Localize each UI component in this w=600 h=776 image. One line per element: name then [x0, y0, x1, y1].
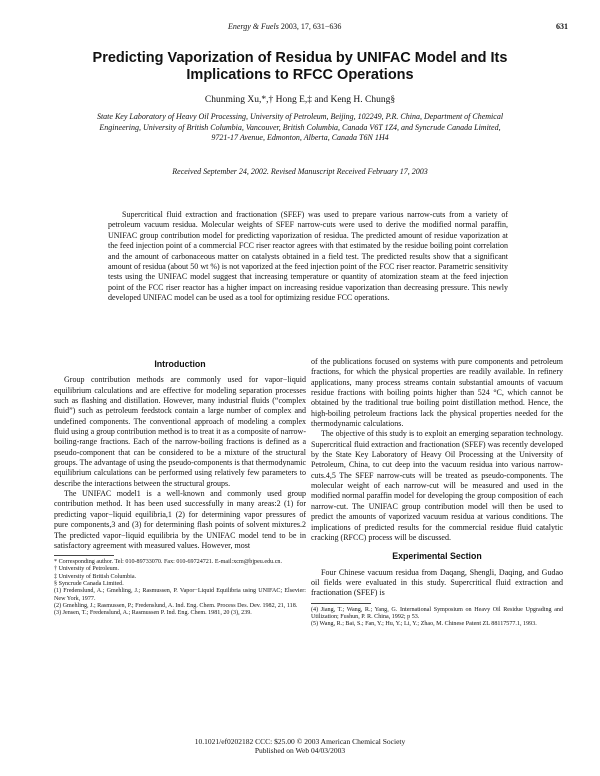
footnote-divider — [311, 603, 371, 604]
doi-line: 10.1021/ef0202182 CCC: $25.00 © 2003 American Chemical Society — [194, 737, 406, 746]
footnote: ‡ University of British Columbia. — [54, 573, 137, 580]
section-heading-introduction: Introduction — [154, 359, 206, 369]
journal-name: Energy & Fuels — [228, 22, 279, 31]
paragraph: of the publications focused on systems with pure components and petroleum fractions, for which the physical properties are readily available. In refinery applications, many process streams contain substantial amounts of vacuum residue fractions with boiling points higher than 524 °C, which cannot be obtained by the traditional true boiling point distillation method. Hence, the high-boiling petroleum fractions lack the physical properties needed for the thermodynamic calculations. — [311, 357, 563, 429]
page-number: 631 — [556, 22, 568, 31]
left-column — [54, 355, 306, 618]
footnote: § Syncrude Canada Limited. — [54, 581, 124, 588]
paragraph: Four Chinese vacuum residua from Daqang, Shengli, Daqing, and Gudao oil fields were evaluated in this study. Supercritical fluid extraction and fractionation (SFEF) is — [311, 567, 563, 598]
paper-title: Predicting Vaporization of Residua by UNIFAC Model and Its Implications to RFCC Operations — [92, 50, 508, 83]
author-list: Chunming Xu,*,† Hong E,‡ and Keng H. Chung§ — [204, 95, 396, 105]
affiliations: State Key Laboratory of Heavy Oil Processing, University of Petroleum, Beijing, 102249, P.R. China, Department of Chemical Engineering, University of British Columbia, Vancouver, British Columbia, Canada V6T 1Z4, and Syncrude Canada Limited, 9721-17 Avenue, Edmonton, Alberta, Canada T6N 1H4 — [96, 112, 504, 142]
received-dates: Received September 24, 2002. Revised Manuscript Received February 17, 2003 — [172, 167, 428, 176]
reference: (5) Wang, R.; Bai, S.; Fan, Y.; Hu, Y.; Li, Y.; Zhao, M. Chinese Patent ZL 88117577.1, 1993. — [311, 621, 537, 628]
footnote: * Corresponding author. Tel: 010-89733070. Fax: 010-69724721. E-mail:xcm@bjpeu.edu.cn. — [54, 559, 282, 566]
section-heading-experimental: Experimental Section — [392, 551, 482, 562]
right-column — [311, 357, 563, 628]
reference: (3) Jensen, T.; Fredenslund, A.; Rasmussen P. Ind. Eng. Chem. 1981, 20 (3), 239. — [54, 610, 252, 617]
footnote-divider — [54, 555, 114, 556]
paragraph: The UNIFAC model1 is a well-known and commonly used group contribution method. It has been used successfully in many areas:2 (1) for predicting vapor−liquid equilibria,1 (2) for determining vapor pressures of pure components,3 and (3) for determining flash points of solvent mixtures.2 The predicted vapor−liquid equilibria by the UNIFAC model tend to be in satisfactory agreement with measured values. However, most — [54, 489, 306, 550]
publication-date: Published on Web 04/03/2003 — [254, 746, 346, 755]
page-footer — [120, 737, 480, 755]
footnote: † University of Petroleum. — [54, 566, 119, 573]
abstract: Supercritical fluid extraction and fractionation (SFEF) was used to prepare various narrow-cuts from a variety of petroleum vacuum residua. Molecular weights of SFEF narrow-cuts were used to derive the modified normal paraffin, UNIFAC group contribution model for predicting vaporization of residua. The predicted amount of residue vaporization at the feed injection point of a commercial FCC riser reactor agrees with that estimated by the residue boiling point correlation and the amount of carbonaceous matter on catalysts obtained in a field test. The predicted results show that a significant amount of residua (about 50 wt %) is not vaporized at the feed injection point of the FCC riser reactor. Parametric sensitivity tests using the UNIFAC model suggest that increasing temperature or quantity of atomization steam at the feed injection point of the FCC riser reactor has a higher impact on increasing residue vaporization than decreasing pressure. This newly developed UNIFAC model can be used as a tool for optimizing residue FCC operations. — [108, 210, 508, 303]
citation: 2003, 17, 631−636 — [280, 22, 342, 31]
reference: (1) Fredenslund, A.; Gmehling, J.; Rasmussen, P. Vapor−Liquid Equilibria using UNIFAC; Elsevier: New York, 1977. — [54, 588, 306, 602]
reference: (4) Jiang, T.; Wang, R.; Yang, G. International Symposium on Heavy Oil Residue Upgrading and Utilization; Fushun, P. R. China, 1992; p 53. — [311, 606, 563, 620]
running-header — [228, 22, 568, 31]
reference: (2) Gmehling, J.; Rasmussen, P.; Fredenslund, A. Ind. Eng. Chem. Process Des. Dev. 1982, 21, 118. — [54, 602, 298, 609]
paragraph: The objective of this study is to exploit an emerging separation technology. Supercritical fluid extraction and fractionation (SFEF) was recently developed by the State Key Laboratory of Heavy Oil Processing at the University of Petroleum, China, to cut deep into the vacuum residua into various narrow-cuts.4,5 The SFEF narrow-cuts will be treated as pseudo-components. The molecular weight of each narrow-cut will be measured and used in the modified normal paraffin model for developing the group composition of each narrow-cut. The UNIFAC group contribution model will then be used to predict the amounts of vaporized vacuum residua at various conditions. The implications of predicted results for the commercial residue fluid catalytic cracking (RFCC) process will be discussed. — [311, 429, 563, 542]
paragraph: Group contribution methods are commonly used for vapor−liquid equilibrium calculations and are effective for modeling separation processes such as flashing and distillation. However, many industrial fluids (“complex fluid”) such as petroleum feedstock contain a large number of complex and undefined components. The conventional approach of modeling a complex fluid using a group contribution method is to treat it as a composite of narrow-boiling-range fractions. Each of the narrow-boiling fractions is defined as a pseudo-component that can be considered to be a mixture of the structural groups. The advantage of using the pseudo-components is that thermodynamic equilibrium calculations can be performed using relatively few parameters to describe the interactions between the structural groups. — [54, 375, 306, 488]
